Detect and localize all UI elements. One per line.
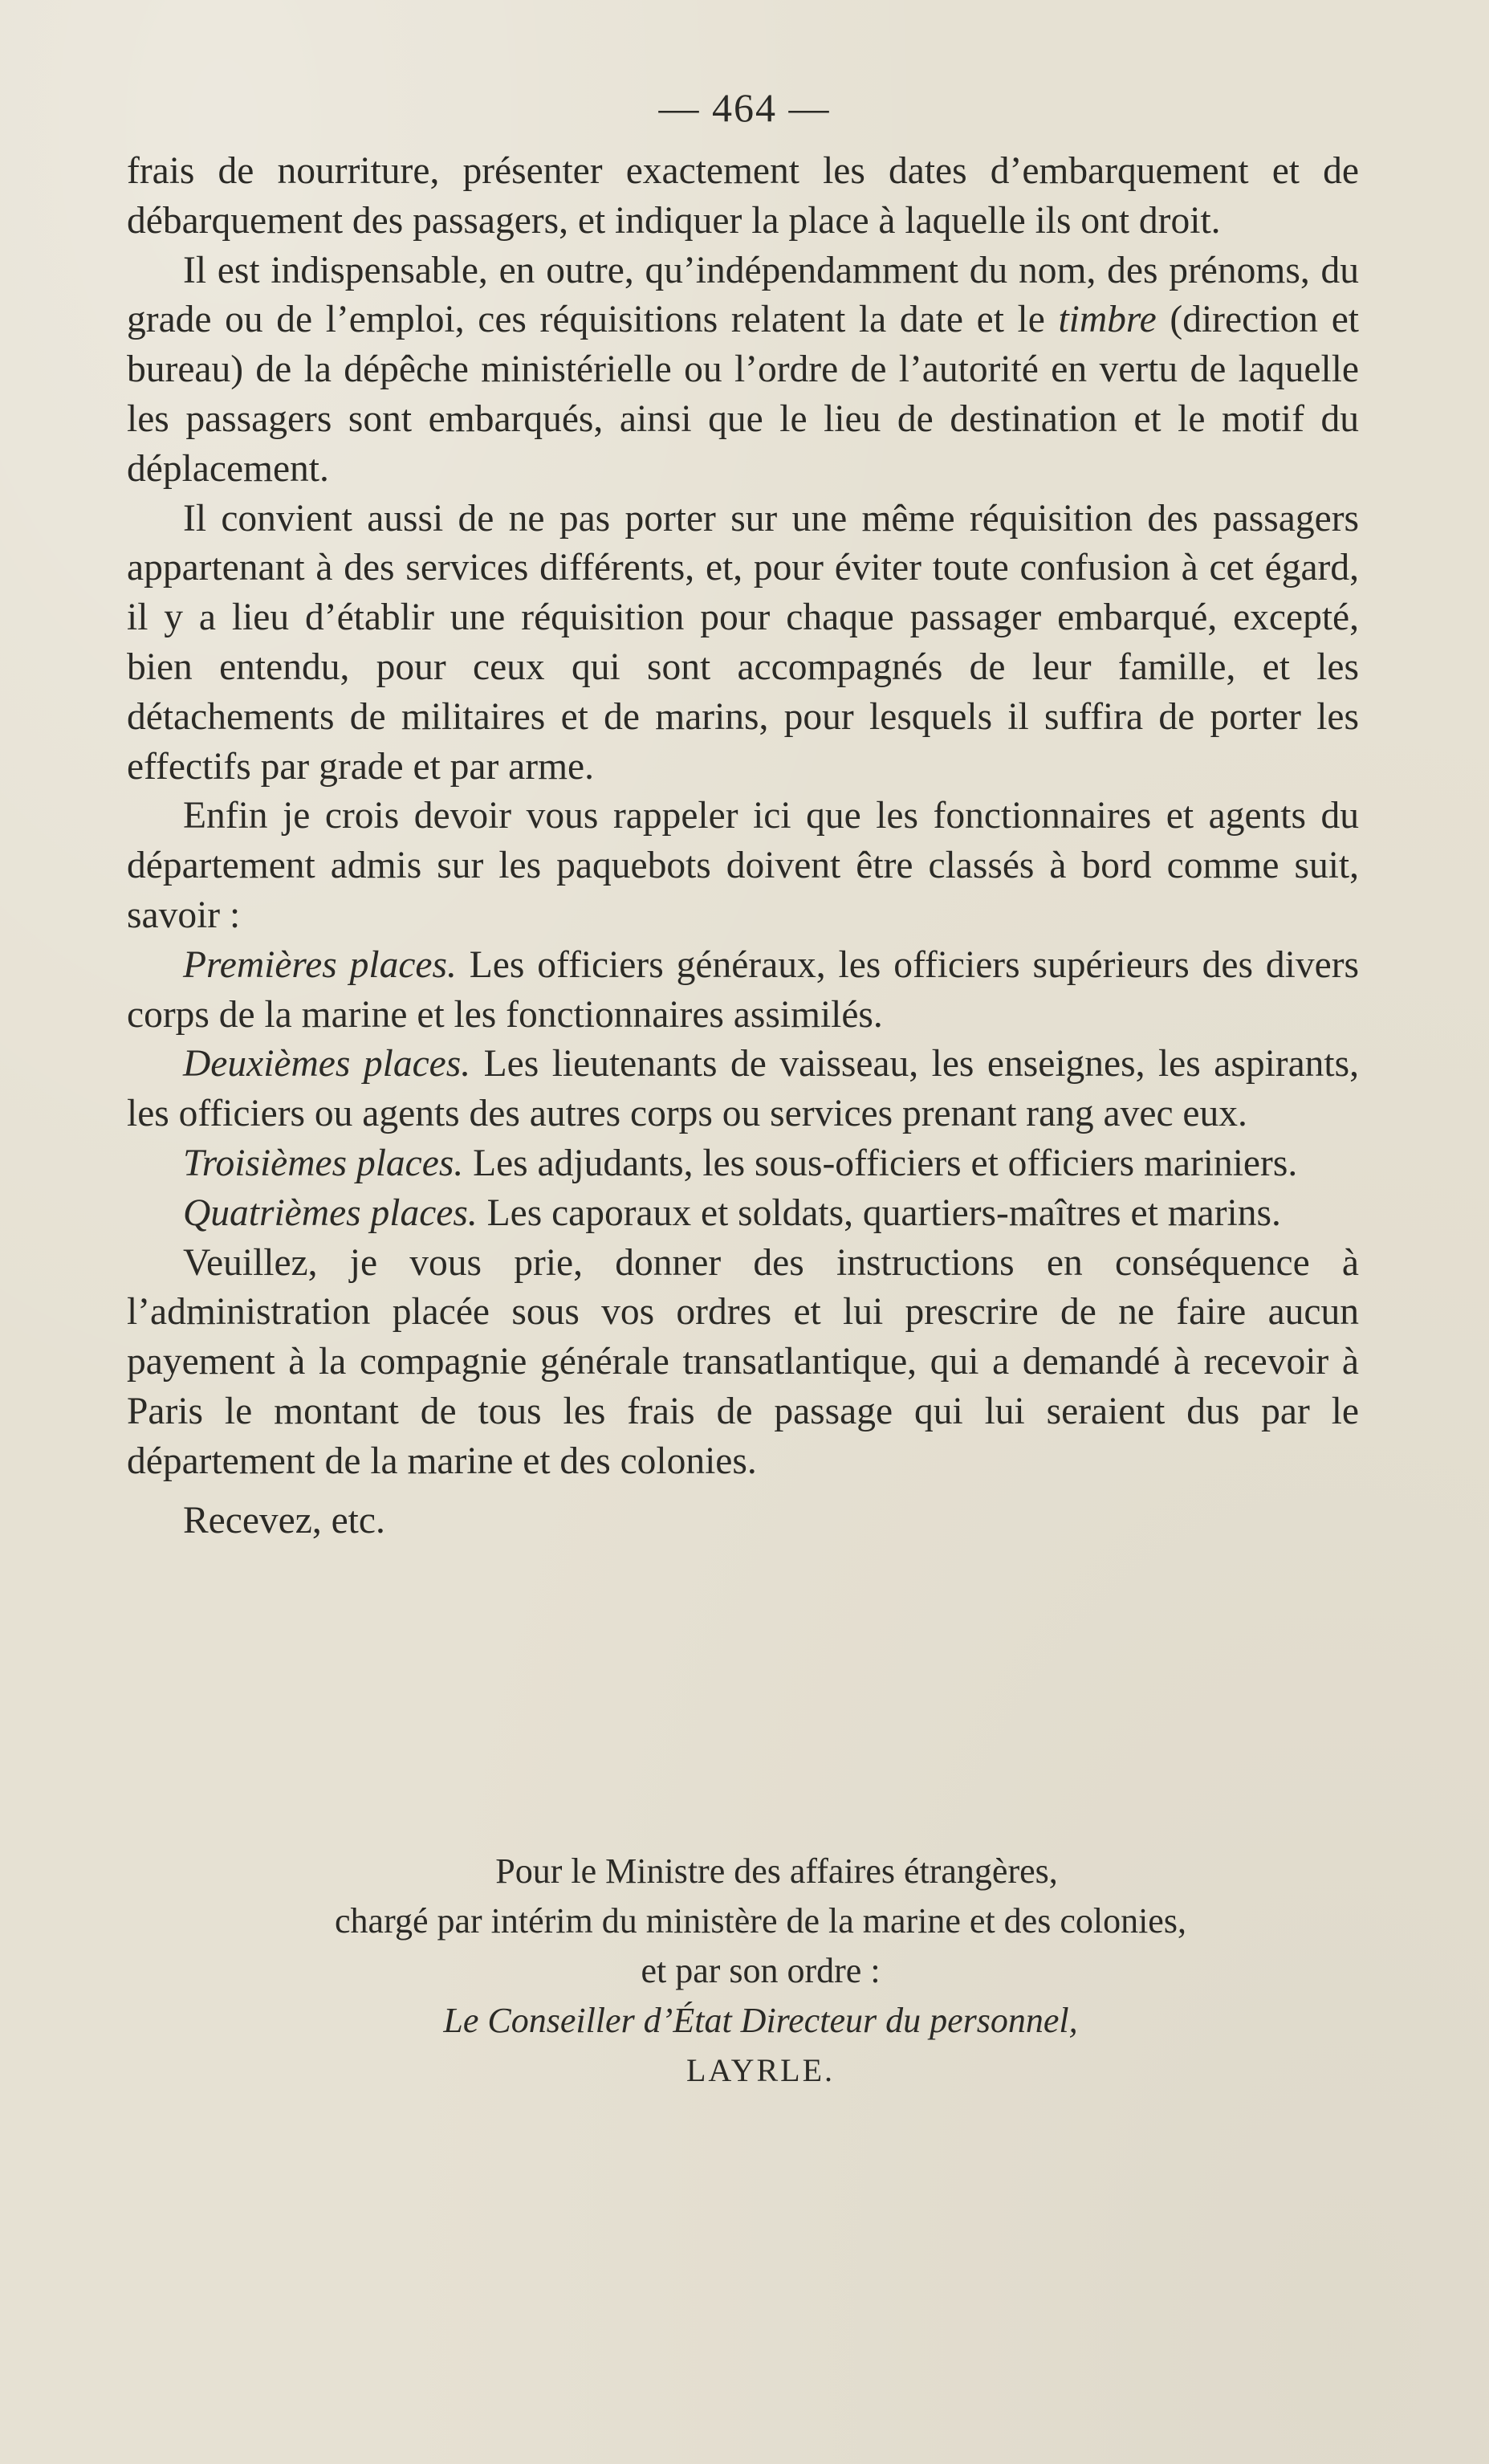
paragraph-2-part-b: (direction et bureau) de la dépêche ministérielle ou l’ordre de l’autorité en vertu de laquelle les passagers sont embarqués, ainsi que le lieu de destination et le motif du déplacement. (127, 299, 1359, 490)
paragraph-2 (127, 246, 1359, 495)
paragraph-3: Il convient aussi de ne pas porter sur une même réquisition des passagers appartenant à des services différents, et, pour éviter toute confusion à cet égard, il y a lieu d’établir une réquisition pour chaque passager embarqué, excepté, bien entendu, pour ceux qui sont accompagnés de leur famille, et les détachements de militaires et de marins, pour lesquels il suffira de porter les effectifs par grade et par arme. (127, 497, 1359, 788)
class-first-text: Les officiers généraux, les officiers supérieurs des divers corps de la marine et les fonctionnaires assimilés. (127, 943, 1359, 1036)
class-second-text: Les lieutenants de vaisseau, les enseignes, les aspirants, les officiers ou agents des autres corps ou services prenant rang avec eux. (127, 1043, 1359, 1135)
closing-formula: Recevez, etc. (183, 1499, 385, 1542)
paragraph-2-italic-word: timbre (1058, 299, 1157, 341)
signatory-name: LAYRLE. (686, 2052, 836, 2088)
signature-title: Le Conseiller d’État Directeur du personnel, (443, 2001, 1078, 2040)
class-first-label: Premières places. (183, 943, 457, 986)
paragraph-2-part-a: Il est indispensable, en outre, qu’indépendamment du nom, des prénoms, du grade ou de l’emploi, ces réquisitions relatent la date et le (127, 249, 1359, 341)
signature-line-3: et par son ordre : (641, 1951, 881, 1990)
signature-block (0, 1847, 1489, 2095)
class-third-text: Les adjudants, les sous-officiers et officiers mariniers. (463, 1142, 1298, 1184)
paragraph-4: Enfin je crois devoir vous rappeler ici que les fonctionnaires et agents du département admis sur les paquebots doivent être classés à bord comme suit, savoir : (127, 795, 1359, 936)
class-fourth-label: Quatrièmes places. (183, 1191, 478, 1234)
signature-line-1: Pour le Ministre des affaires étrangères, (495, 1851, 1058, 1891)
signature-line-2: chargé par intérim du ministère de la marine et des colonies, (335, 1901, 1186, 1941)
body-text (127, 147, 1359, 1546)
paragraph-instructions: Veuillez, je vous prie, donner des instructions en conséquence à l’administration placée sous vos ordres et lui prescrire de ne faire aucun payement à la compagnie générale transatlantique, qui a demandé à recevoir à Paris le montant de tous les frais de passage qui lui seraient dus par le département de la marine et des colonies. (127, 1241, 1359, 1482)
class-third-label: Troisièmes places. (183, 1142, 464, 1184)
class-first (127, 941, 1359, 1041)
class-fourth (127, 1189, 1359, 1239)
class-second (127, 1040, 1359, 1139)
page-number: — 464 — (658, 85, 831, 130)
class-second-label: Deuxièmes places. (183, 1043, 471, 1085)
class-third (127, 1139, 1359, 1189)
paragraph-1: frais de nourriture, présenter exactement les dates d’embarquement et de débarquement des passagers, et indiquer la place à laquelle ils ont droit. (127, 150, 1359, 242)
class-fourth-text: Les caporaux et soldats, quartiers-maîtres et marins. (477, 1191, 1281, 1234)
